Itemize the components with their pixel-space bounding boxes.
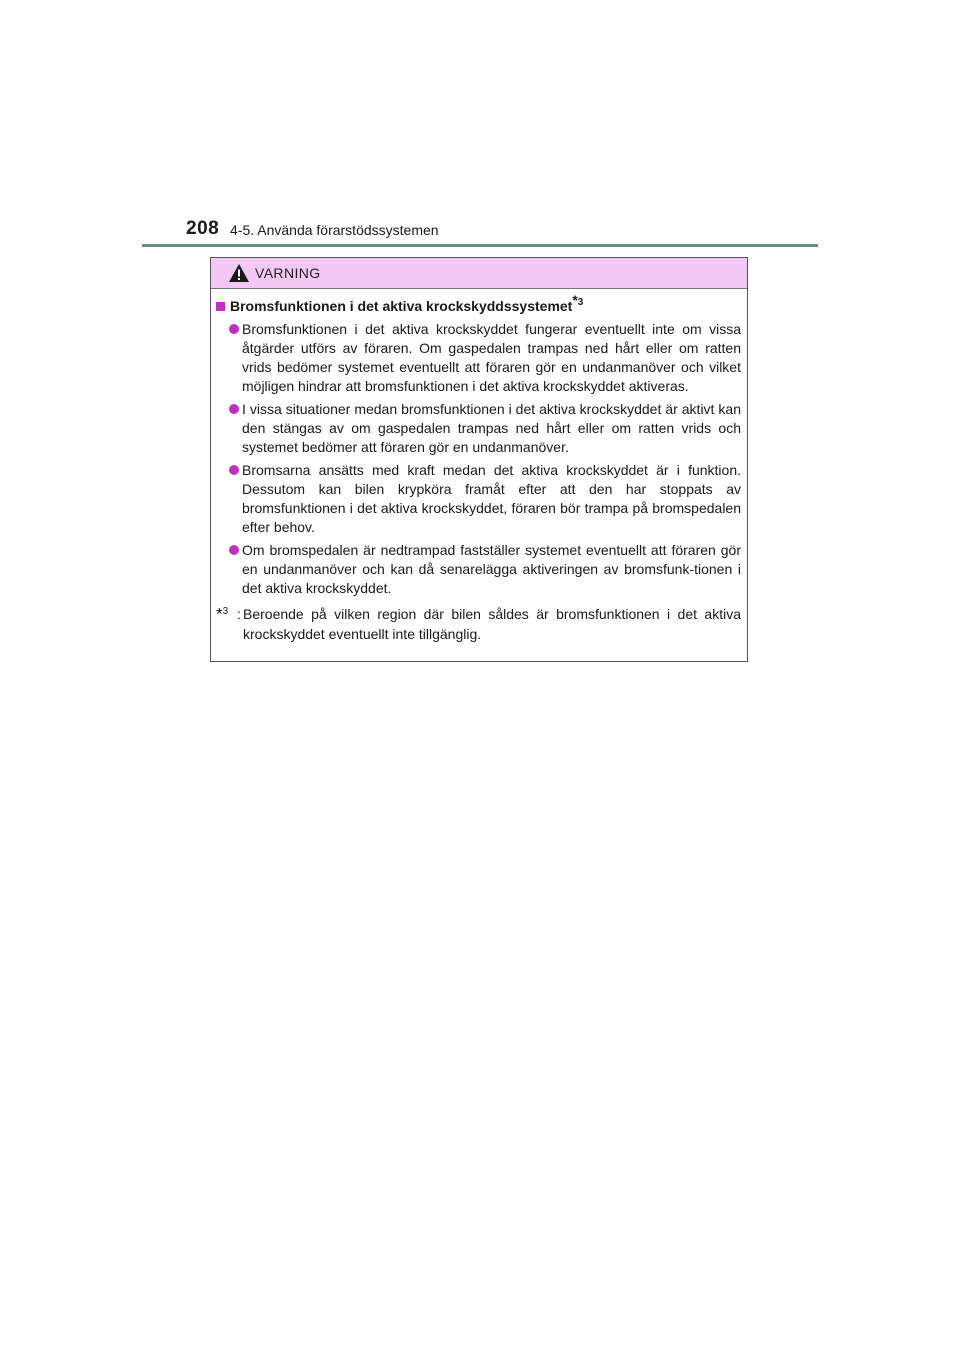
section-title: 4-5. Använda förarstödssystemen — [230, 222, 439, 238]
footnote — [216, 604, 741, 644]
heading-ref-mark: * — [572, 292, 578, 309]
warning-label: VARNING — [255, 265, 321, 281]
round-bullet-icon — [229, 465, 239, 475]
round-bullet-icon — [229, 324, 239, 334]
header-rule — [142, 244, 818, 247]
round-bullet-icon — [229, 545, 239, 555]
bullet-text: Om bromspedalen är nedtrampad fastställer systemet eventuellt att föraren gör en undanmanöver och kan då senarelägga aktiveringen av bromsfunk-tionen i det aktiva krockskyddet. — [242, 542, 741, 596]
warning-bullet — [216, 320, 741, 396]
page-number: 208 — [186, 218, 220, 239]
bullet-text: I vissa situationer medan bromsfunktionen i det aktiva krockskyddet är aktivt kan den stängas av om gaspedalen trampas ned hårt eller om ratten vrids och systemet bedömer att föraren gör en undanmanöver. — [242, 401, 741, 455]
round-bullet-icon — [229, 404, 239, 414]
warning-bullet — [216, 541, 741, 598]
footnote-colon: : — [237, 606, 241, 622]
warning-bullet — [216, 461, 741, 537]
heading-text: Bromsfunktionen i det aktiva krockskyddssystemet — [230, 298, 573, 314]
footnote-num: 3 — [222, 606, 229, 617]
square-bullet-icon — [216, 302, 225, 311]
warning-bullet — [216, 400, 741, 457]
heading-reference — [572, 292, 584, 309]
heading-ref-num: 3 — [577, 297, 584, 309]
footnote-text: Beroende på vilken region där bilen såldes är bromsfunktionen i det aktiva krockskyddet eventuellt inte tillgänglig. — [243, 606, 741, 642]
warning-header — [211, 258, 747, 289]
warning-heading — [216, 292, 741, 316]
footnote-asterisk: * — [216, 604, 223, 624]
bullet-text: Bromsfunktionen i det aktiva krockskyddet fungerar eventuellt inte om vissa åtgärder utförs av föraren. Om gaspedalen trampas ned hårt eller om ratten vrids bedömer systemet eventuellt att föraren gör en undanmanöver och vilket möjligen hindrar att bromsfunktionen i det aktiva krockskyddet aktiveras. — [242, 321, 741, 394]
warning-triangle-icon — [228, 263, 250, 283]
warning-box — [210, 257, 748, 662]
warning-body — [211, 292, 747, 644]
footnote-mark — [216, 602, 228, 625]
bullet-text: Bromsarna ansätts med kraft medan det aktiva krockskyddet är i funktion. Dessutom kan bilen krypköra framåt efter att den har stoppats av bromsfunktionen i det aktiva krockskyddet, föraren bör trampa på bromspedalen efter behov. — [242, 462, 741, 535]
